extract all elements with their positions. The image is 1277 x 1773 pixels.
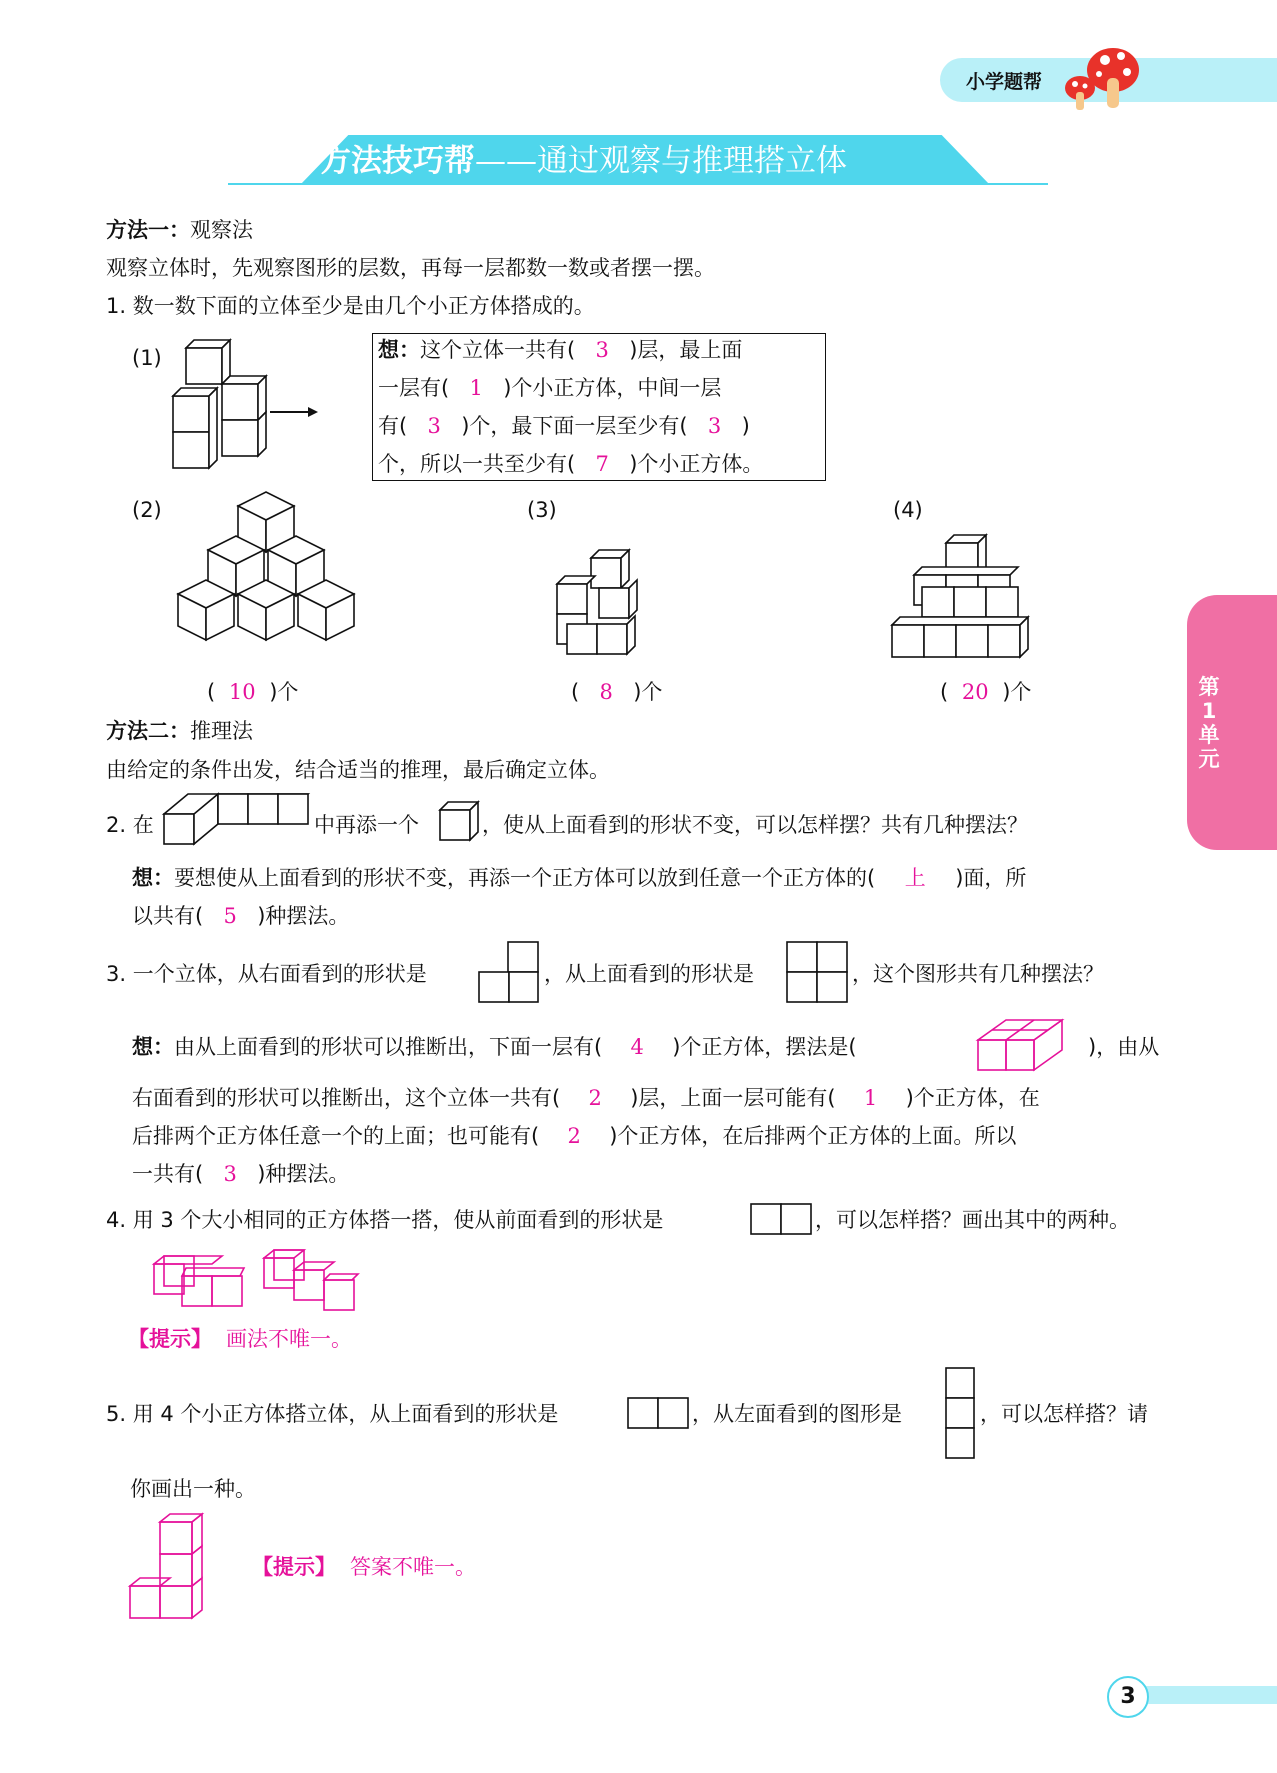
method1-desc: 观察立体时，先观察图形的层数，再每一层都数一数或者摆一摆。 bbox=[106, 256, 715, 280]
mushroom-icon bbox=[1055, 42, 1145, 122]
base-layout-drawing bbox=[976, 1018, 1066, 1074]
method2-desc: 由给定的条件出发，结合适当的推理，最后确定立体。 bbox=[106, 758, 610, 782]
q2-stem-a: 2. 在 bbox=[106, 813, 154, 837]
q1-label-4: (4) bbox=[893, 498, 923, 522]
q3-think-4: 一共有( 3 )种摆法。 bbox=[132, 1162, 350, 1186]
q5-stem-c: ，可以怎样搭？请 bbox=[980, 1402, 1148, 1426]
q2-stem-c: ，使从上面看到的形状不变，可以怎样摆？共有几种摆法？ bbox=[482, 813, 1028, 837]
q4-stem-b: ，可以怎样搭？画出其中的两种。 bbox=[815, 1208, 1130, 1232]
q2-stem-b: 中再添一个 bbox=[314, 813, 419, 837]
q1-stem: 1. 数一数下面的立体至少是由几个小正方体搭成的。 bbox=[106, 294, 595, 318]
banner-title: 方法技巧帮——通过观察与推理搭立体 bbox=[320, 143, 847, 179]
think-line-1: 想：这个立体一共有( 3 )层，最上面 bbox=[378, 338, 743, 362]
arrow-icon bbox=[270, 405, 320, 419]
q3-stem-b: ，从上面看到的形状是 bbox=[544, 962, 754, 986]
q1-label-2: (2) bbox=[132, 498, 162, 522]
think-line-4: 个，所以一共至少有( 7 )个小正方体。 bbox=[378, 452, 764, 476]
think-line-2: 一层有( 1 )个小正方体，中间一层 bbox=[378, 376, 722, 400]
q3-think-1b: )，由从 bbox=[1088, 1035, 1160, 1059]
q5-stem-d: 你画出一种。 bbox=[130, 1477, 256, 1501]
unit-tab-label: 第 1 单 元 bbox=[1198, 675, 1220, 771]
q4-answer-drawing-1 bbox=[152, 1254, 247, 1310]
single-cube-icon bbox=[438, 800, 480, 844]
think-line-3: 有( 3 )个，最下面一层至少有( 3 ) bbox=[378, 414, 750, 438]
q2-think-1: 想：要想使从上面看到的形状不变，再添一个正方体可以放到任意一个正方体的( 上 )面，所 bbox=[132, 866, 1027, 890]
q4-hint: 【提示】 画法不唯一。 bbox=[128, 1327, 352, 1351]
q1-label-3: (3) bbox=[527, 498, 557, 522]
four-cube-row-icon bbox=[162, 792, 312, 848]
cube-pyramid-figure-2 bbox=[178, 492, 358, 667]
method1-heading: 方法一：观察法 bbox=[106, 218, 253, 242]
q5-stem-a: 5. 用 4 个小正方体搭立体，从上面看到的形状是 bbox=[106, 1402, 559, 1426]
q3-think-2: 右面看到的形状可以推断出，这个立体一共有( 2 )层，上面一层可能有( 1 )个正方体，在 bbox=[132, 1086, 1040, 1110]
cube-figure-1 bbox=[168, 340, 278, 480]
header-brand: 小学题帮 bbox=[966, 71, 1043, 93]
count-3: ( 8 )个 bbox=[571, 680, 663, 704]
q1-label-1: (1) bbox=[132, 346, 162, 370]
q3-stem-c: ，这个图形共有几种摆法？ bbox=[852, 962, 1104, 986]
cube-figure-3 bbox=[555, 548, 655, 668]
page-number-bar bbox=[1135, 1686, 1277, 1704]
count-4: ( 20 )个 bbox=[940, 680, 1032, 704]
top-view-shape bbox=[786, 941, 848, 1003]
q5-answer-drawing bbox=[128, 1512, 208, 1622]
q4-stem-a: 4. 用 3 个大小相同的正方体搭一搭，使从前面看到的形状是 bbox=[106, 1208, 664, 1232]
q5-hint: 【提示】 答案不唯一。 bbox=[252, 1555, 476, 1579]
q5-left-view-shape bbox=[945, 1366, 975, 1460]
count-2: ( 10 )个 bbox=[207, 680, 299, 704]
q3-stem-a: 3. 一个立体，从右面看到的形状是 bbox=[106, 962, 427, 986]
q5-top-view-shape bbox=[627, 1396, 689, 1430]
cube-figure-4 bbox=[890, 535, 1040, 667]
q5-stem-b: ，从左面看到的图形是 bbox=[692, 1402, 902, 1426]
q4-answer-drawing-2 bbox=[262, 1248, 362, 1314]
method2-heading: 方法二：推理法 bbox=[106, 719, 253, 743]
front-view-shape bbox=[750, 1202, 812, 1236]
q2-think-2: 以共有( 5 )种摆法。 bbox=[132, 904, 350, 928]
q3-think-3: 后排两个正方体任意一个的上面；也可能有( 2 )个正方体，在后排两个正方体的上面。所以 bbox=[132, 1124, 1017, 1148]
page-number: 3 bbox=[1107, 1676, 1149, 1718]
right-view-shape bbox=[478, 941, 540, 1003]
q3-think-1: 想：由从上面看到的形状可以推断出，下面一层有( 4 )个正方体，摆法是( bbox=[132, 1035, 857, 1059]
